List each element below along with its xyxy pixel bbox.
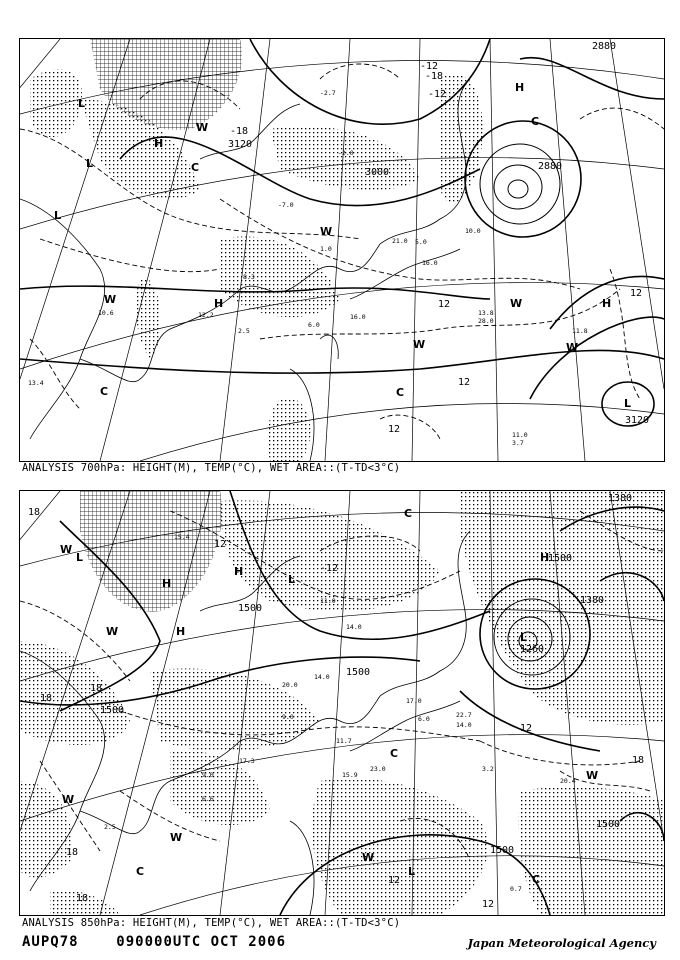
station-value: 16.0 [422, 259, 438, 267]
station-value: 3.7 [512, 439, 524, 447]
height-label: 2880 [538, 161, 563, 172]
caption-700hpa: ANALYSIS 700hPa: HEIGHT(M), TEMP(°C), WET AREA::(T-TD<3°C) [22, 462, 401, 474]
height-label: 1260 [520, 644, 545, 655]
station-value: 8.3 [243, 273, 255, 281]
warm-center: W [62, 793, 75, 806]
warm-center: W [510, 297, 523, 310]
temp-label: 12 [520, 723, 533, 734]
warm-center: W [413, 338, 426, 351]
station-value: -7.0 [278, 201, 294, 209]
height-label: 3120 [625, 415, 650, 426]
low-center: L [624, 397, 632, 410]
station-value: 2.5 [238, 327, 250, 335]
temp-label: 12 [630, 288, 643, 299]
temp-label: 18 [76, 893, 89, 904]
height-label: 1500 [596, 819, 621, 830]
map-panel-700hpa [19, 38, 665, 462]
station-value: 20.0 [282, 681, 298, 689]
station-value: 3.2 [482, 765, 494, 773]
cold-center: C [136, 865, 145, 878]
station-value: 15.4 [174, 533, 190, 541]
station-value: 16.0 [350, 313, 366, 321]
temp-label: 18 [66, 847, 79, 858]
height-label: 1380 [608, 493, 633, 504]
height-label: 3120 [228, 139, 253, 150]
temp-label: -18 [425, 71, 444, 82]
station-value: 17.3 [239, 757, 255, 765]
cold-center: C [532, 873, 541, 886]
temp-label: 18 [632, 755, 645, 766]
station-value: 13.8 [478, 309, 494, 317]
low-center: L [54, 209, 62, 222]
warm-center: W [362, 851, 375, 864]
station-value: 10.0 [465, 227, 481, 235]
agency-name: Japan Meteorological Agency [467, 936, 656, 950]
warm-center: W [170, 831, 183, 844]
station-value: 20.4 [560, 777, 576, 785]
map-panel-850hpa [19, 490, 665, 916]
cold-center: C [396, 386, 405, 399]
station-value: 17.0 [406, 697, 422, 705]
station-value: 11.0 [320, 597, 336, 605]
station-value: 15.9 [342, 771, 358, 779]
station-value: 11.8 [572, 327, 588, 335]
station-value: 28.0 [478, 317, 494, 325]
station-value: 14.0 [456, 721, 472, 729]
high-center: H [214, 297, 224, 310]
height-label: 1380 [580, 595, 605, 606]
low-center: L [408, 865, 416, 878]
station-value: 13.4 [28, 379, 44, 387]
warm-center: W [320, 225, 333, 238]
station-value: 6.0 [418, 715, 430, 723]
wet-areas [30, 39, 483, 461]
warm-center: W [586, 769, 599, 782]
temp-label: -12 [320, 563, 339, 574]
warm-center: W [566, 341, 579, 354]
temp-label: 12 [482, 899, 495, 910]
caption-850hpa: ANALYSIS 850hPa: HEIGHT(M), TEMP(°C), WET AREA::(T-TD<3°C) [22, 917, 401, 929]
station-value: 9.0 [202, 771, 214, 779]
height-label: 1500 [490, 845, 515, 856]
temp-label: 12 [458, 377, 471, 388]
temp-label: 12 [388, 424, 401, 435]
high-center: H [540, 551, 550, 564]
station-value: 12.2 [198, 311, 214, 319]
station-value: 2.5 [104, 823, 116, 831]
cold-center: C [390, 747, 399, 760]
station-value: 0.7 [510, 885, 522, 893]
station-value: 23.0 [370, 765, 386, 773]
station-value: 6.6 [202, 795, 214, 803]
high-center: H [176, 625, 186, 638]
station-value: 9.0 [282, 713, 294, 721]
temp-label: 12 [438, 299, 451, 310]
high-center: H [154, 137, 164, 150]
warm-center: W [60, 543, 73, 556]
cold-center: C [404, 507, 413, 520]
temp-label: 12 [388, 875, 401, 886]
station-value: 6.0 [308, 321, 320, 329]
height-label: 1500 [238, 603, 263, 614]
station-value: 14.0 [346, 623, 362, 631]
temp-label: -12 [420, 61, 439, 72]
station-value: 14.0 [314, 673, 330, 681]
station-value: 10.6 [98, 309, 114, 317]
chart-id [22, 934, 286, 950]
temp-label: 12 [214, 539, 227, 550]
cold-center: C [191, 161, 200, 174]
high-center: H [162, 577, 172, 590]
height-label: 1500 [548, 553, 573, 564]
cold-center: C [100, 385, 109, 398]
high-center: H [515, 81, 525, 94]
height-label: 1500 [346, 667, 371, 678]
temp-label: -12 [428, 89, 447, 100]
low-center: L [288, 573, 296, 586]
station-value: 21.0 [392, 237, 408, 245]
temp-label: 18 [28, 507, 41, 518]
station-value: -2.7 [320, 89, 336, 97]
map-700hpa [20, 39, 664, 461]
valid-time: 090000UTC OCT 2006 [116, 934, 287, 950]
high-center: H [234, 565, 244, 578]
height-label: 1500 [100, 705, 125, 716]
temp-label: 18 [90, 683, 103, 694]
station-value: -2.0 [338, 149, 354, 157]
cold-center: C [531, 115, 540, 128]
low-center: L [520, 631, 528, 644]
map-850hpa [20, 491, 664, 915]
station-value: 22.7 [456, 711, 472, 719]
station-value: 11.7 [336, 737, 352, 745]
high-center: H [602, 297, 612, 310]
station-value: 5.0 [415, 238, 427, 246]
low-center: L [78, 97, 86, 110]
warm-center: W [106, 625, 119, 638]
height-label: 2880 [592, 41, 617, 52]
temp-label: -18 [230, 126, 249, 137]
station-value: 11.0 [512, 431, 528, 439]
warm-center: W [196, 121, 209, 134]
product-code: AUPQ78 [22, 934, 79, 950]
warm-center: W [104, 293, 117, 306]
temp-label: 18 [40, 693, 53, 704]
low-center: L [86, 157, 94, 170]
station-value: 1.0 [320, 245, 332, 253]
low-center: L [76, 551, 84, 564]
height-label: 3000 [365, 167, 390, 178]
